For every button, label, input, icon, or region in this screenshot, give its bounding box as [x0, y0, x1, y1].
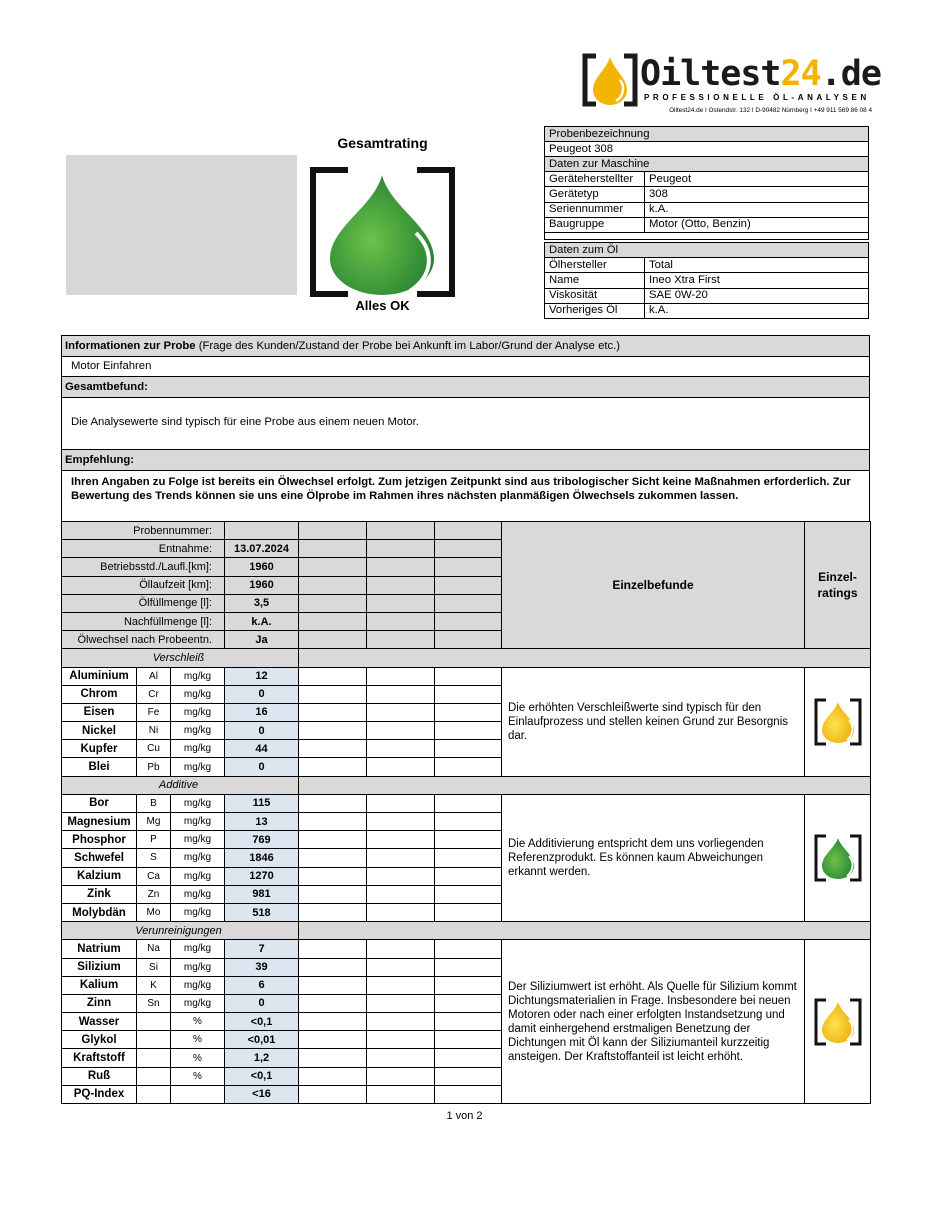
sample-info-label: Entnahme:: [62, 540, 225, 558]
element-name: Bor: [62, 794, 137, 812]
empty-cell: [367, 558, 435, 576]
element-name: Molybdän: [62, 903, 137, 921]
empty-cell: [367, 522, 435, 540]
element-row: [62, 667, 871, 685]
section-header-fill: [299, 649, 871, 667]
machine-value: Motor (Otto, Benzin): [645, 217, 869, 232]
empty-cell: [299, 1085, 367, 1103]
element-symbol: [137, 1085, 171, 1103]
empty-cell: [435, 903, 502, 921]
empty-cell: [299, 1049, 367, 1067]
oil-value: SAE 0W-20: [645, 288, 869, 303]
empty-cell: [367, 1031, 435, 1049]
element-value: 1270: [225, 867, 299, 885]
empty-cell: [435, 594, 502, 612]
section-comment: Die erhöhten Verschleißwerte sind typisch für den Einlaufprozess und stellen keinen Grund zur Besorgnis dar.: [502, 667, 805, 776]
oil-table: [544, 242, 869, 319]
sample-info-value: [225, 522, 299, 540]
empty-cell: [367, 722, 435, 740]
section-comment: Der Siliziumwert ist erhöht. Als Quelle für Silizium kommt Dichtungsmaterialien in Frage. Insbesondere bei neuen Motoren oder nach einer erfolgten Instandsetzung und damit einhergehend erstmaligen Benetzung der Dichtungen mit Öl kann der Siliziumanteil kurzzeitig ansteigen. Der Kraftstoffanteil ist leicht erhöht.: [502, 940, 805, 1104]
element-symbol: Cu: [137, 740, 171, 758]
rating-label: Alles OK: [355, 298, 410, 313]
element-name: Eisen: [62, 703, 137, 721]
element-row: [62, 940, 871, 958]
section-title: Verunreinigungen: [62, 922, 299, 940]
empty-cell: [299, 703, 367, 721]
empty-cell: [435, 612, 502, 630]
section-header-row: [62, 922, 871, 940]
section-title: Verschleiß: [62, 649, 299, 667]
oil-value: k.A.: [645, 303, 869, 318]
section-header-fill: [299, 922, 871, 940]
empty-cell: [299, 631, 367, 649]
empty-cell: [367, 1049, 435, 1067]
analysis-table: [61, 521, 871, 1104]
element-value: 44: [225, 740, 299, 758]
element-value: 6: [225, 976, 299, 994]
sample-info-value: 1960: [225, 576, 299, 594]
sample-info-value: 13.07.2024: [225, 540, 299, 558]
machine-value: Peugeot: [645, 172, 869, 187]
empty-cell: [367, 540, 435, 558]
sample-info-label: Öllaufzeit [km]:: [62, 576, 225, 594]
empty-cell: [299, 831, 367, 849]
element-name: Phosphor: [62, 831, 137, 849]
empty-cell: [367, 576, 435, 594]
empty-cell: [367, 831, 435, 849]
empty-cell: [435, 722, 502, 740]
drop-green-icon: [808, 834, 867, 882]
empty-cell: [367, 794, 435, 812]
element-unit: mg/kg: [171, 958, 225, 976]
empty-cell: [299, 558, 367, 576]
logo-address: Oiltest24.de I Ostendstr. 132 I D-90482 Nürnberg I +49 911 569 86 08 4: [669, 107, 872, 114]
element-name: Kupfer: [62, 740, 137, 758]
empty-cell: [299, 576, 367, 594]
logo-tagline: PROFESSIONELLE ÖL-ANALYSEN: [644, 93, 870, 102]
befund-header: Gesamtbefund:: [61, 376, 870, 397]
element-unit: mg/kg: [171, 994, 225, 1012]
element-unit: mg/kg: [171, 685, 225, 703]
element-name: Natrium: [62, 940, 137, 958]
probe-table: [544, 126, 869, 157]
empty-cell: [435, 994, 502, 1012]
info-title: Informationen zur Probe: [65, 340, 196, 352]
element-name: Schwefel: [62, 849, 137, 867]
element-value: <16: [225, 1085, 299, 1103]
empty-cell: [299, 522, 367, 540]
element-value: 769: [225, 831, 299, 849]
sample-info-label: Probennummer:: [62, 522, 225, 540]
element-symbol: [137, 1031, 171, 1049]
info-value: Motor Einfahren: [61, 356, 870, 376]
sample-info-label: Betriebsstd./Laufl.[km]:: [62, 558, 225, 576]
empty-cell: [299, 612, 367, 630]
empty-cell: [299, 940, 367, 958]
element-symbol: S: [137, 849, 171, 867]
empty-cell: [367, 667, 435, 685]
element-symbol: Mo: [137, 903, 171, 921]
empty-cell: [367, 813, 435, 831]
einzelbefunde-header: Einzelbefunde: [502, 522, 805, 649]
empty-cell: [367, 849, 435, 867]
empty-cell: [367, 903, 435, 921]
empty-cell: [299, 867, 367, 885]
empty-cell: [367, 885, 435, 903]
element-unit: mg/kg: [171, 903, 225, 921]
empty-cell: [367, 631, 435, 649]
einzelratings-header: Einzel-ratings: [805, 522, 871, 649]
element-symbol: [137, 1013, 171, 1031]
empty-cell: [367, 994, 435, 1012]
empty-cell: [435, 1049, 502, 1067]
section-header-fill: [299, 776, 871, 794]
element-symbol: B: [137, 794, 171, 812]
element-value: 0: [225, 685, 299, 703]
probe-header: Probenbezeichnung: [545, 127, 869, 142]
section-rows: [62, 649, 871, 1104]
element-value: <0,1: [225, 1013, 299, 1031]
element-unit: [171, 1085, 225, 1103]
empty-cell: [299, 885, 367, 903]
empty-cell: [367, 867, 435, 885]
element-symbol: Ca: [137, 867, 171, 885]
oil-value: Ineo Xtra First: [645, 273, 869, 288]
empty-cell: [435, 794, 502, 812]
element-symbol: Fe: [137, 703, 171, 721]
logo-brand-accent: 24: [780, 54, 821, 94]
empty-cell: [435, 558, 502, 576]
empty-cell: [367, 1067, 435, 1085]
empty-cell: [299, 722, 367, 740]
element-unit: mg/kg: [171, 813, 225, 831]
element-symbol: Zn: [137, 885, 171, 903]
element-name: Wasser: [62, 1013, 137, 1031]
element-unit: mg/kg: [171, 758, 225, 776]
empty-cell: [435, 1013, 502, 1031]
section-rating: [805, 794, 871, 921]
element-name: Zinn: [62, 994, 137, 1012]
probe-value: Peugeot 308: [545, 142, 869, 157]
empty-cell: [435, 1085, 502, 1103]
empty-cell: [435, 1067, 502, 1085]
oil-label: Viskosität: [545, 288, 645, 303]
element-value: 981: [225, 885, 299, 903]
machine-label: Seriennummer: [545, 202, 645, 217]
element-unit: mg/kg: [171, 794, 225, 812]
empty-cell: [435, 703, 502, 721]
empty-cell: [299, 667, 367, 685]
element-symbol: P: [137, 831, 171, 849]
empty-cell: [299, 958, 367, 976]
element-value: 1,2: [225, 1049, 299, 1067]
empty-cell: [435, 1031, 502, 1049]
empty-cell: [435, 885, 502, 903]
empty-cell: [367, 685, 435, 703]
element-name: PQ-Index: [62, 1085, 137, 1103]
section-rating: [805, 667, 871, 776]
element-symbol: Cr: [137, 685, 171, 703]
machine-table: [544, 156, 869, 240]
element-symbol: Mg: [137, 813, 171, 831]
element-symbol: Pb: [137, 758, 171, 776]
empty-cell: [299, 903, 367, 921]
empfehlung-text: Ihren Angaben zu Folge ist bereits ein Ölwechsel erfolgt. Zum jetzigen Zeitpunkt sind aus tribologischer Sicht keine Maßnahmen erforderlich. Zur Bewertung des Trends können sie uns eine Ölprobe im Rahmen ihres nächsten planmäßigen Ölwechsels zukommen lassen.: [61, 470, 870, 522]
machine-label: Gerätetyp: [545, 187, 645, 202]
sample-photo-placeholder: [66, 155, 297, 295]
section-rating: [805, 940, 871, 1104]
machine-value: 308: [645, 187, 869, 202]
befund-text: Die Analysewerte sind typisch für eine Probe aus einem neuen Motor.: [61, 397, 870, 449]
element-unit: %: [171, 1031, 225, 1049]
element-value: 13: [225, 813, 299, 831]
empty-cell: [299, 1031, 367, 1049]
info-subtitle: (Frage des Kunden/Zustand der Probe bei Ankunft im Labor/Grund der Analyse etc.): [198, 340, 621, 352]
element-name: Blei: [62, 758, 137, 776]
sample-info-rows: [62, 522, 871, 649]
oil-label: Ölhersteller: [545, 258, 645, 273]
section-comment: Die Additivierung entspricht dem uns vorliegenden Referenzprodukt. Es können kaum Abweichungen erkannt werden.: [502, 794, 805, 921]
empty-cell: [435, 813, 502, 831]
page-footer: 1 von 2: [446, 1110, 483, 1122]
element-value: 12: [225, 667, 299, 685]
empty-cell: [367, 703, 435, 721]
sample-info-value: Ja: [225, 631, 299, 649]
empty-cell: [367, 594, 435, 612]
element-unit: mg/kg: [171, 722, 225, 740]
element-unit: %: [171, 1067, 225, 1085]
empty-cell: [299, 794, 367, 812]
drop-yellow-icon: [808, 698, 867, 746]
oil-label: Vorheriges Öl: [545, 303, 645, 318]
empty-cell: [435, 740, 502, 758]
sample-info-value: 1960: [225, 558, 299, 576]
empty-cell: [299, 740, 367, 758]
element-value: 518: [225, 903, 299, 921]
element-value: <0,1: [225, 1067, 299, 1085]
logo-brand-text: [640, 52, 881, 96]
machine-spacer: [545, 232, 869, 239]
empty-cell: [367, 940, 435, 958]
element-value: 0: [225, 758, 299, 776]
element-value: <0,01: [225, 1031, 299, 1049]
machine-header: Daten zur Maschine: [545, 157, 869, 172]
drop-green-icon: [310, 167, 455, 297]
element-unit: mg/kg: [171, 976, 225, 994]
sample-info-label: Ölwechsel nach Probeentn.: [62, 631, 225, 649]
empty-cell: [435, 685, 502, 703]
element-symbol: Ni: [137, 722, 171, 740]
empty-cell: [299, 976, 367, 994]
element-symbol: K: [137, 976, 171, 994]
sample-info-value: 3,5: [225, 594, 299, 612]
sample-info-row: [62, 522, 871, 540]
logo-brand-part: Oiltest: [640, 54, 781, 94]
element-row: [62, 794, 871, 812]
element-value: 16: [225, 703, 299, 721]
element-unit: mg/kg: [171, 940, 225, 958]
element-unit: mg/kg: [171, 703, 225, 721]
element-unit: mg/kg: [171, 849, 225, 867]
logo-drop-icon: [582, 52, 638, 108]
element-name: Aluminium: [62, 667, 137, 685]
machine-label: Baugruppe: [545, 217, 645, 232]
element-unit: mg/kg: [171, 740, 225, 758]
element-symbol: Na: [137, 940, 171, 958]
element-name: Glykol: [62, 1031, 137, 1049]
oil-label: Name: [545, 273, 645, 288]
element-name: Chrom: [62, 685, 137, 703]
drop-yellow-icon: [808, 998, 867, 1046]
empty-cell: [435, 849, 502, 867]
element-value: 1846: [225, 849, 299, 867]
empty-cell: [367, 612, 435, 630]
empty-cell: [435, 522, 502, 540]
element-unit: %: [171, 1049, 225, 1067]
sample-info-label: Ölfüllmenge [l]:: [62, 594, 225, 612]
element-symbol: [137, 1049, 171, 1067]
element-name: Nickel: [62, 722, 137, 740]
element-unit: mg/kg: [171, 831, 225, 849]
empty-cell: [367, 976, 435, 994]
empty-cell: [299, 540, 367, 558]
empty-cell: [299, 685, 367, 703]
empty-cell: [435, 976, 502, 994]
rating-title: Gesamtrating: [337, 135, 428, 151]
empty-cell: [435, 867, 502, 885]
info-header: [61, 335, 870, 356]
machine-value: k.A.: [645, 202, 869, 217]
element-name: Kalium: [62, 976, 137, 994]
oil-header: Daten zum Öl: [545, 243, 869, 258]
empty-cell: [435, 576, 502, 594]
empty-cell: [435, 631, 502, 649]
empty-cell: [299, 594, 367, 612]
empty-cell: [299, 1067, 367, 1085]
element-symbol: [137, 1067, 171, 1085]
element-name: Kalzium: [62, 867, 137, 885]
empty-cell: [367, 1085, 435, 1103]
element-symbol: Si: [137, 958, 171, 976]
oiltest24-logo: [582, 52, 881, 118]
element-name: Kraftstoff: [62, 1049, 137, 1067]
oil-value: Total: [645, 258, 869, 273]
empty-cell: [299, 813, 367, 831]
element-name: Silizium: [62, 958, 137, 976]
sample-info-value: k.A.: [225, 612, 299, 630]
element-value: 115: [225, 794, 299, 812]
empty-cell: [299, 849, 367, 867]
empty-cell: [299, 1013, 367, 1031]
element-name: Ruß: [62, 1067, 137, 1085]
element-name: Magnesium: [62, 813, 137, 831]
empty-cell: [435, 940, 502, 958]
empty-cell: [367, 958, 435, 976]
element-unit: mg/kg: [171, 867, 225, 885]
empty-cell: [367, 1013, 435, 1031]
empty-cell: [367, 758, 435, 776]
section-header-row: [62, 649, 871, 667]
element-unit: mg/kg: [171, 885, 225, 903]
logo-brand-part: .de: [820, 54, 881, 94]
section-title: Additive: [62, 776, 299, 794]
element-name: Zink: [62, 885, 137, 903]
empty-cell: [435, 540, 502, 558]
element-symbol: Sn: [137, 994, 171, 1012]
empty-cell: [299, 758, 367, 776]
element-unit: mg/kg: [171, 667, 225, 685]
element-value: 0: [225, 722, 299, 740]
element-value: 0: [225, 994, 299, 1012]
element-symbol: Al: [137, 667, 171, 685]
empty-cell: [299, 994, 367, 1012]
empty-cell: [367, 740, 435, 758]
element-value: 39: [225, 958, 299, 976]
empty-cell: [435, 758, 502, 776]
machine-label: Geräteherstellter: [545, 172, 645, 187]
element-unit: %: [171, 1013, 225, 1031]
empty-cell: [435, 667, 502, 685]
empty-cell: [435, 831, 502, 849]
element-value: 7: [225, 940, 299, 958]
empfehlung-header: Empfehlung:: [61, 449, 870, 470]
empty-cell: [435, 958, 502, 976]
section-header-row: [62, 776, 871, 794]
sample-info-label: Nachfüllmenge [l]:: [62, 612, 225, 630]
